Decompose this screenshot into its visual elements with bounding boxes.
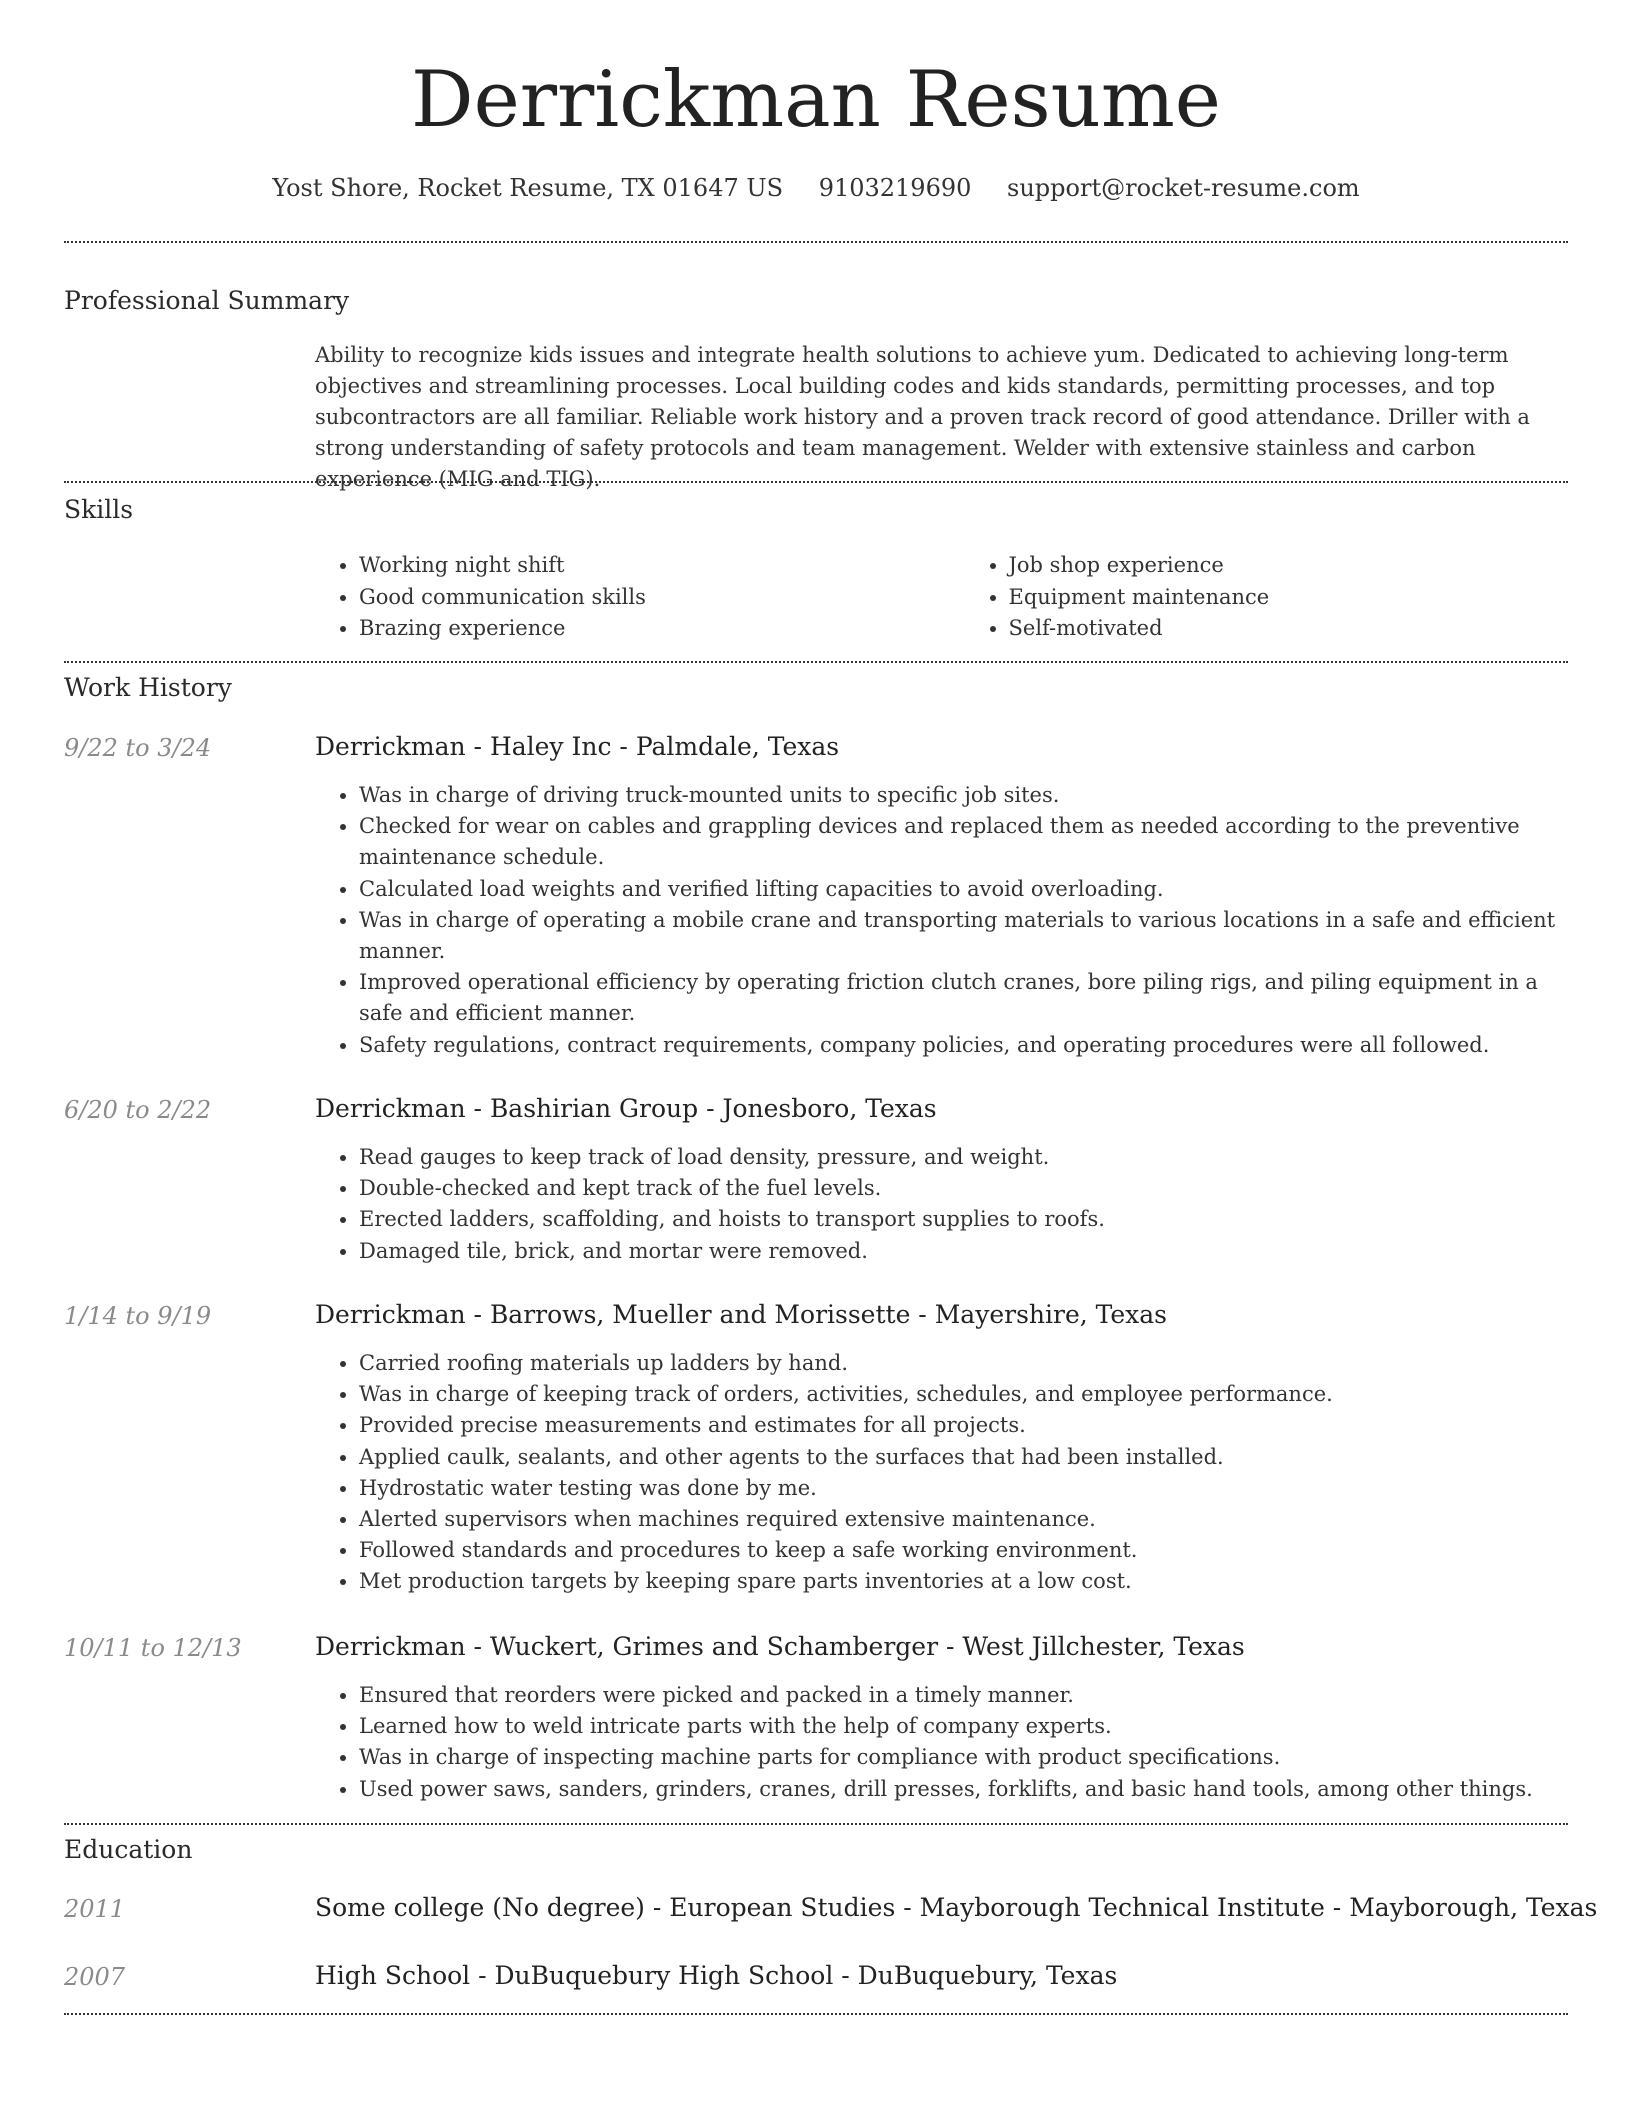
job-dates: 9/22 to 3/24	[64, 734, 212, 762]
job-bullet: • Hydrostatic water testing was done by me.	[359, 1473, 1568, 1504]
contact-line	[64, 172, 1568, 204]
section-title-work: Work History	[64, 673, 232, 702]
job-bullet: • Improved operational efficiency by operating friction clutch cranes, bore piling rigs, and piling equipment in a safe and efficient manner.	[359, 967, 1568, 1029]
skill-item: • Job shop experience	[1009, 550, 1569, 582]
job-bullets	[315, 1680, 1568, 1805]
education-year: 2007	[64, 1963, 126, 1991]
skill-item: • Equipment maintenance	[1009, 582, 1569, 614]
job-bullets	[315, 780, 1568, 1061]
job-bullet: • Checked for wear on cables and grappling devices and replaced them as needed according to the preventive maintenance schedule.	[359, 811, 1568, 873]
education-entry: Some college (No degree) - European Studies - Mayborough Technical Institute - Mayborough, Texas	[315, 1893, 1598, 1922]
job-bullet: • Learned how to weld intricate parts with the help of company experts.	[359, 1711, 1568, 1742]
job-bullet: • Met production targets by keeping spare parts inventories at a low cost.	[359, 1566, 1568, 1597]
skills-divider	[64, 661, 1568, 663]
contact-address: Yost Shore, Rocket Resume, TX 01647 US	[272, 174, 784, 202]
summary-divider	[64, 481, 1568, 483]
header-divider	[64, 241, 1568, 243]
contact-phone: 9103219690	[818, 174, 972, 202]
education-entry: High School - DuBuquebury High School - DuBuquebury, Texas	[315, 1961, 1118, 1990]
job-bullet: • Ensured that reorders were picked and packed in a timely manner.	[359, 1680, 1568, 1711]
job-dates: 1/14 to 9/19	[64, 1302, 212, 1330]
work-divider	[64, 1823, 1568, 1825]
job-bullet: • Was in charge of keeping track of orders, activities, schedules, and employee performance.	[359, 1379, 1568, 1410]
job-bullet: • Carried roofing materials up ladders by hand.	[359, 1348, 1568, 1379]
job-bullet: • Safety regulations, contract requirements, company policies, and operating procedures were all followed.	[359, 1030, 1568, 1061]
skills-list	[315, 550, 1568, 645]
job-dates: 6/20 to 2/22	[64, 1096, 212, 1124]
job-bullet: • Calculated load weights and verified lifting capacities to avoid overloading.	[359, 874, 1568, 905]
skill-item: • Working night shift	[359, 550, 919, 582]
education-year: 2011	[64, 1895, 126, 1923]
skill-item: • Brazing experience	[359, 613, 919, 645]
section-title-education: Education	[64, 1835, 193, 1864]
skill-item: • Good communication skills	[359, 582, 919, 614]
job-bullet: • Was in charge of operating a mobile crane and transporting materials to various locations in a safe and efficient manner.	[359, 905, 1568, 967]
section-title-summary: Professional Summary	[64, 286, 350, 315]
contact-email: support@rocket-resume.com	[1007, 174, 1360, 202]
job-bullet: • Provided precise measurements and estimates for all projects.	[359, 1410, 1568, 1441]
job-bullets	[315, 1142, 1568, 1267]
skill-item: • Self-motivated	[1009, 613, 1569, 645]
job-title: Derrickman - Haley Inc - Palmdale, Texas	[315, 732, 840, 761]
job-title: Derrickman - Barrows, Mueller and Morissette - Mayershire, Texas	[315, 1300, 1168, 1329]
summary-text: Ability to recognize kids issues and integrate health solutions to achieve yum. Dedicated to achieving long-term objectives and streamlining processes. Local building codes and kids standards, permitting processes, and top subcontractors are all familiar. Reliable work history and a proven track record of good attendance. Driller with a strong understanding of safety protocols and team management. Welder with extensive stainless and carbon experience (MIG and TIG).	[315, 343, 1530, 491]
job-bullet: • Double-checked and kept track of the fuel levels.	[359, 1173, 1568, 1204]
job-bullet: • Applied caulk, sealants, and other agents to the surfaces that had been installed.	[359, 1442, 1568, 1473]
job-bullets	[315, 1348, 1568, 1598]
section-title-skills: Skills	[64, 495, 134, 524]
job-bullet: • Was in charge of inspecting machine parts for compliance with product specifications.	[359, 1742, 1568, 1773]
skills-column-2	[965, 550, 1569, 645]
job-bullet: • Damaged tile, brick, and mortar were removed.	[359, 1236, 1568, 1267]
job-bullet: • Followed standards and procedures to keep a safe working environment.	[359, 1535, 1568, 1566]
job-bullet: • Erected ladders, scaffolding, and hoists to transport supplies to roofs.	[359, 1204, 1568, 1235]
job-dates: 10/11 to 12/13	[64, 1634, 242, 1662]
job-bullet: • Was in charge of driving truck-mounted units to specific job sites.	[359, 780, 1568, 811]
skills-column-1	[315, 550, 919, 645]
education-divider	[64, 2013, 1568, 2015]
job-title: Derrickman - Wuckert, Grimes and Schamberger - West Jillchester, Texas	[315, 1632, 1245, 1661]
job-bullet: • Read gauges to keep track of load density, pressure, and weight.	[359, 1142, 1568, 1173]
job-bullet: • Used power saws, sanders, grinders, cranes, drill presses, forklifts, and basic hand tools, among other things.	[359, 1774, 1568, 1805]
job-bullet: • Alerted supervisors when machines required extensive maintenance.	[359, 1504, 1568, 1535]
job-title: Derrickman - Bashirian Group - Jonesboro, Texas	[315, 1094, 937, 1123]
resume-name: Derrickman Resume	[411, 55, 1221, 145]
